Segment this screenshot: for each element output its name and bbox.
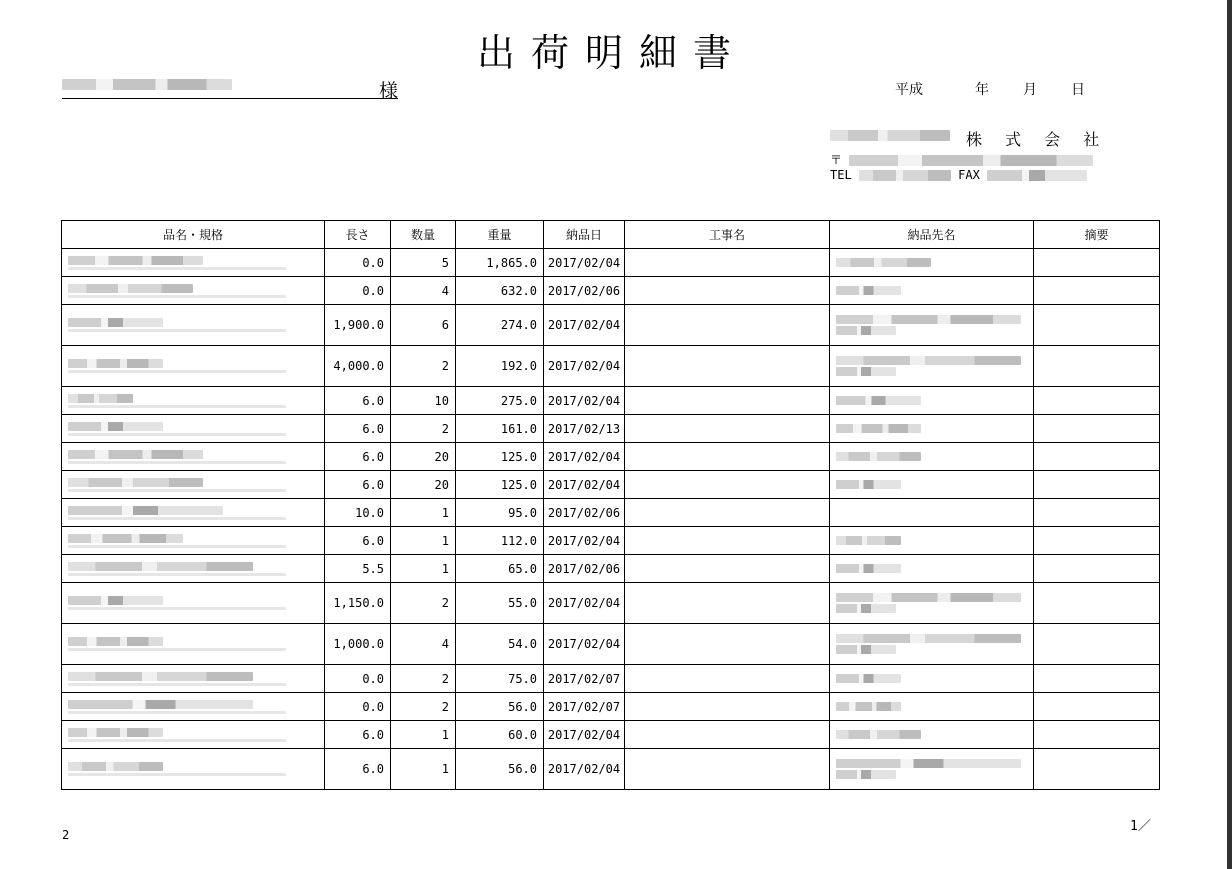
redacted-destination-2 <box>836 367 896 376</box>
cell-quantity: 4 <box>391 624 456 665</box>
cell-quantity: 2 <box>391 583 456 624</box>
cell-destination <box>830 693 1034 721</box>
cell-quantity: 4 <box>391 277 456 305</box>
redacted-item-name <box>68 359 163 368</box>
redacted-item-name <box>68 762 163 771</box>
cell-project-name <box>625 693 830 721</box>
cell-length: 6.0 <box>325 415 391 443</box>
redacted-item-name <box>68 728 163 737</box>
cell-delivery-date: 2017/02/04 <box>544 346 625 387</box>
cell-item <box>62 387 325 415</box>
redacted-destination <box>836 759 1021 768</box>
cell-length: 1,150.0 <box>325 583 391 624</box>
redacted-item-name <box>68 506 223 515</box>
header-length: 長さ <box>325 221 391 249</box>
cell-weight: 274.0 <box>456 305 544 346</box>
redacted-item-spec <box>68 461 286 464</box>
cell-item <box>62 499 325 527</box>
header-item: 品名・規格 <box>62 221 325 249</box>
cell-weight: 125.0 <box>456 443 544 471</box>
redacted-destination-2 <box>836 645 896 654</box>
cell-project-name <box>625 583 830 624</box>
cell-length: 6.0 <box>325 471 391 499</box>
cell-remarks <box>1034 499 1160 527</box>
redacted-address <box>849 155 1093 166</box>
cell-weight: 275.0 <box>456 387 544 415</box>
redacted-destination <box>836 730 921 739</box>
redacted-item-name <box>68 672 253 681</box>
redacted-item-name <box>68 562 253 571</box>
cell-quantity: 1 <box>391 527 456 555</box>
cell-remarks <box>1034 527 1160 555</box>
header-remarks: 摘要 <box>1034 221 1160 249</box>
cell-project-name <box>625 527 830 555</box>
cell-destination <box>830 583 1034 624</box>
company-contact <box>830 168 1087 182</box>
cell-destination <box>830 443 1034 471</box>
redacted-destination <box>836 674 901 683</box>
cell-item <box>62 749 325 790</box>
cell-remarks <box>1034 415 1160 443</box>
redacted-item-name <box>68 534 183 543</box>
table-row <box>62 624 1160 665</box>
cell-length: 0.0 <box>325 665 391 693</box>
cell-remarks <box>1034 665 1160 693</box>
cell-quantity: 5 <box>391 249 456 277</box>
cell-item <box>62 527 325 555</box>
cell-length: 1,900.0 <box>325 305 391 346</box>
cell-weight: 1,865.0 <box>456 249 544 277</box>
cell-item <box>62 346 325 387</box>
cell-quantity: 1 <box>391 721 456 749</box>
redacted-item-name <box>68 422 163 431</box>
redacted-item-spec <box>68 739 286 742</box>
cell-item <box>62 277 325 305</box>
cell-project-name <box>625 415 830 443</box>
cell-item <box>62 443 325 471</box>
cell-delivery-date: 2017/02/06 <box>544 555 625 583</box>
cell-weight: 56.0 <box>456 693 544 721</box>
date-month: 月 <box>1023 82 1037 98</box>
redacted-destination <box>836 315 1021 324</box>
date-year: 年 <box>975 82 989 98</box>
cell-item <box>62 249 325 277</box>
cell-item <box>62 693 325 721</box>
redacted-item-name <box>68 318 163 327</box>
cell-remarks <box>1034 583 1160 624</box>
cell-delivery-date: 2017/02/04 <box>544 721 625 749</box>
date-day: 日 <box>1071 82 1085 98</box>
cell-delivery-date: 2017/02/06 <box>544 277 625 305</box>
redacted-item-spec <box>68 295 286 298</box>
redacted-item-spec <box>68 648 286 651</box>
cell-weight: 65.0 <box>456 555 544 583</box>
cell-quantity: 20 <box>391 443 456 471</box>
redacted-item-name <box>68 637 163 646</box>
cell-item <box>62 305 325 346</box>
table-row <box>62 471 1160 499</box>
cell-weight: 125.0 <box>456 471 544 499</box>
cell-weight: 54.0 <box>456 624 544 665</box>
honorific: 様 <box>378 80 398 102</box>
cell-item <box>62 583 325 624</box>
cell-remarks <box>1034 249 1160 277</box>
cell-destination <box>830 665 1034 693</box>
cell-delivery-date: 2017/02/04 <box>544 249 625 277</box>
cell-delivery-date: 2017/02/04 <box>544 443 625 471</box>
cell-remarks <box>1034 277 1160 305</box>
cell-length: 4,000.0 <box>325 346 391 387</box>
table-row <box>62 277 1160 305</box>
cell-weight: 55.0 <box>456 583 544 624</box>
customer-name-line <box>62 76 398 102</box>
cell-length: 10.0 <box>325 499 391 527</box>
table-row <box>62 721 1160 749</box>
cell-remarks <box>1034 305 1160 346</box>
cell-project-name <box>625 277 830 305</box>
page-edge <box>1227 0 1232 869</box>
redacted-item-spec <box>68 405 286 408</box>
cell-destination <box>830 305 1034 346</box>
redacted-destination <box>836 702 901 711</box>
cell-length: 6.0 <box>325 721 391 749</box>
cell-delivery-date: 2017/02/04 <box>544 387 625 415</box>
table-row <box>62 305 1160 346</box>
table-header-row <box>62 221 1160 249</box>
cell-project-name <box>625 305 830 346</box>
cell-delivery-date: 2017/02/07 <box>544 693 625 721</box>
cell-length: 6.0 <box>325 527 391 555</box>
cell-weight: 112.0 <box>456 527 544 555</box>
redacted-destination <box>836 564 901 573</box>
redacted-destination <box>836 424 921 433</box>
company-address <box>830 151 1093 168</box>
tel-label: TEL <box>830 168 852 182</box>
cell-item <box>62 624 325 665</box>
cell-quantity: 2 <box>391 693 456 721</box>
header-delivery-date: 納品日 <box>544 221 625 249</box>
header-quantity: 数量 <box>391 221 456 249</box>
redacted-item-spec <box>68 573 286 576</box>
header-weight: 重量 <box>456 221 544 249</box>
cell-quantity: 2 <box>391 415 456 443</box>
cell-project-name <box>625 499 830 527</box>
cell-project-name <box>625 624 830 665</box>
redacted-destination <box>836 593 1021 602</box>
redacted-item-spec <box>68 517 286 520</box>
document-title: 出荷明細書 <box>476 31 747 75</box>
cell-weight: 192.0 <box>456 346 544 387</box>
redacted-destination <box>836 356 1021 365</box>
table-row <box>62 415 1160 443</box>
cell-length: 1,000.0 <box>325 624 391 665</box>
redacted-destination <box>836 634 1021 643</box>
cell-remarks <box>1034 346 1160 387</box>
postal-mark: 〒 <box>830 153 843 167</box>
table-row <box>62 583 1160 624</box>
redacted-destination-2 <box>836 604 896 613</box>
redacted-item-spec <box>68 711 286 714</box>
cell-remarks <box>1034 749 1160 790</box>
redacted-company-name <box>830 130 950 141</box>
cell-length: 6.0 <box>325 387 391 415</box>
redacted-item-spec <box>68 267 286 270</box>
cell-item <box>62 721 325 749</box>
cell-quantity: 6 <box>391 305 456 346</box>
redacted-fax <box>987 170 1087 181</box>
cell-project-name <box>625 471 830 499</box>
cell-delivery-date: 2017/02/04 <box>544 749 625 790</box>
redacted-item-spec <box>68 545 286 548</box>
page-number: 1／ <box>1130 819 1151 834</box>
cell-project-name <box>625 665 830 693</box>
date-era: 平成 <box>895 82 923 98</box>
redacted-item-name <box>68 450 203 459</box>
table-row <box>62 249 1160 277</box>
redacted-item-spec <box>68 329 286 332</box>
cell-item <box>62 415 325 443</box>
cell-delivery-date: 2017/02/04 <box>544 583 625 624</box>
cell-project-name <box>625 387 830 415</box>
cell-item <box>62 665 325 693</box>
page-total: 2 <box>62 828 70 842</box>
cell-length: 6.0 <box>325 443 391 471</box>
redacted-item-name <box>68 256 203 265</box>
cell-quantity: 10 <box>391 387 456 415</box>
cell-remarks <box>1034 721 1160 749</box>
redacted-destination <box>836 480 901 489</box>
cell-weight: 161.0 <box>456 415 544 443</box>
redacted-tel <box>859 170 951 181</box>
redacted-item-name <box>68 700 253 709</box>
cell-remarks <box>1034 555 1160 583</box>
redacted-destination <box>836 396 921 405</box>
cell-destination <box>830 527 1034 555</box>
cell-destination <box>830 721 1034 749</box>
redacted-destination <box>836 286 901 295</box>
redacted-item-spec <box>68 433 286 436</box>
table-row <box>62 499 1160 527</box>
cell-length: 6.0 <box>325 749 391 790</box>
cell-quantity: 1 <box>391 499 456 527</box>
cell-project-name <box>625 249 830 277</box>
redacted-item-spec <box>68 607 286 610</box>
cell-destination <box>830 555 1034 583</box>
cell-destination <box>830 277 1034 305</box>
table-row <box>62 693 1160 721</box>
cell-destination <box>830 415 1034 443</box>
redacted-item-spec <box>68 489 286 492</box>
cell-length: 0.0 <box>325 249 391 277</box>
cell-remarks <box>1034 471 1160 499</box>
cell-remarks <box>1034 387 1160 415</box>
redacted-destination <box>836 536 901 545</box>
cell-destination <box>830 249 1034 277</box>
cell-remarks <box>1034 624 1160 665</box>
cell-delivery-date: 2017/02/04 <box>544 471 625 499</box>
redacted-item-name <box>68 478 203 487</box>
shipment-table <box>61 220 1160 790</box>
cell-delivery-date: 2017/02/04 <box>544 624 625 665</box>
company-suffix: 株 式 会 社 <box>966 130 1109 149</box>
cell-destination <box>830 624 1034 665</box>
cell-quantity: 1 <box>391 555 456 583</box>
fax-label: FAX <box>958 168 980 182</box>
redacted-destination-2 <box>836 770 896 779</box>
cell-item <box>62 471 325 499</box>
cell-length: 0.0 <box>325 277 391 305</box>
table-row <box>62 527 1160 555</box>
cell-project-name <box>625 555 830 583</box>
cell-weight: 60.0 <box>456 721 544 749</box>
cell-destination <box>830 387 1034 415</box>
cell-project-name <box>625 721 830 749</box>
cell-destination <box>830 471 1034 499</box>
cell-quantity: 2 <box>391 665 456 693</box>
redacted-item-name <box>68 394 133 403</box>
redacted-destination <box>836 452 921 461</box>
cell-quantity: 20 <box>391 471 456 499</box>
redacted-item-name <box>68 596 163 605</box>
cell-delivery-date: 2017/02/13 <box>544 415 625 443</box>
header-project-name: 工事名 <box>625 221 830 249</box>
cell-project-name <box>625 346 830 387</box>
cell-destination <box>830 346 1034 387</box>
cell-quantity: 2 <box>391 346 456 387</box>
cell-delivery-date: 2017/02/06 <box>544 499 625 527</box>
cell-remarks <box>1034 443 1160 471</box>
cell-delivery-date: 2017/02/04 <box>544 305 625 346</box>
redacted-destination-2 <box>836 326 896 335</box>
redacted-item-name <box>68 284 193 293</box>
cell-remarks <box>1034 693 1160 721</box>
cell-weight: 95.0 <box>456 499 544 527</box>
table-row <box>62 555 1160 583</box>
cell-item <box>62 555 325 583</box>
cell-weight: 56.0 <box>456 749 544 790</box>
cell-delivery-date: 2017/02/07 <box>544 665 625 693</box>
cell-destination <box>830 499 1034 527</box>
table-row <box>62 387 1160 415</box>
cell-length: 0.0 <box>325 693 391 721</box>
redacted-item-spec <box>68 370 286 373</box>
header-destination: 納品先名 <box>830 221 1034 249</box>
cell-weight: 75.0 <box>456 665 544 693</box>
redacted-item-spec <box>68 773 286 776</box>
redacted-item-spec <box>68 683 286 686</box>
table-row <box>62 749 1160 790</box>
table-row <box>62 665 1160 693</box>
cell-project-name <box>625 443 830 471</box>
redacted-customer-name <box>62 79 232 90</box>
cell-quantity: 1 <box>391 749 456 790</box>
cell-length: 5.5 <box>325 555 391 583</box>
cell-destination <box>830 749 1034 790</box>
table-row <box>62 346 1160 387</box>
redacted-destination <box>836 258 931 267</box>
cell-weight: 632.0 <box>456 277 544 305</box>
cell-project-name <box>625 749 830 790</box>
table-row <box>62 443 1160 471</box>
cell-delivery-date: 2017/02/04 <box>544 527 625 555</box>
